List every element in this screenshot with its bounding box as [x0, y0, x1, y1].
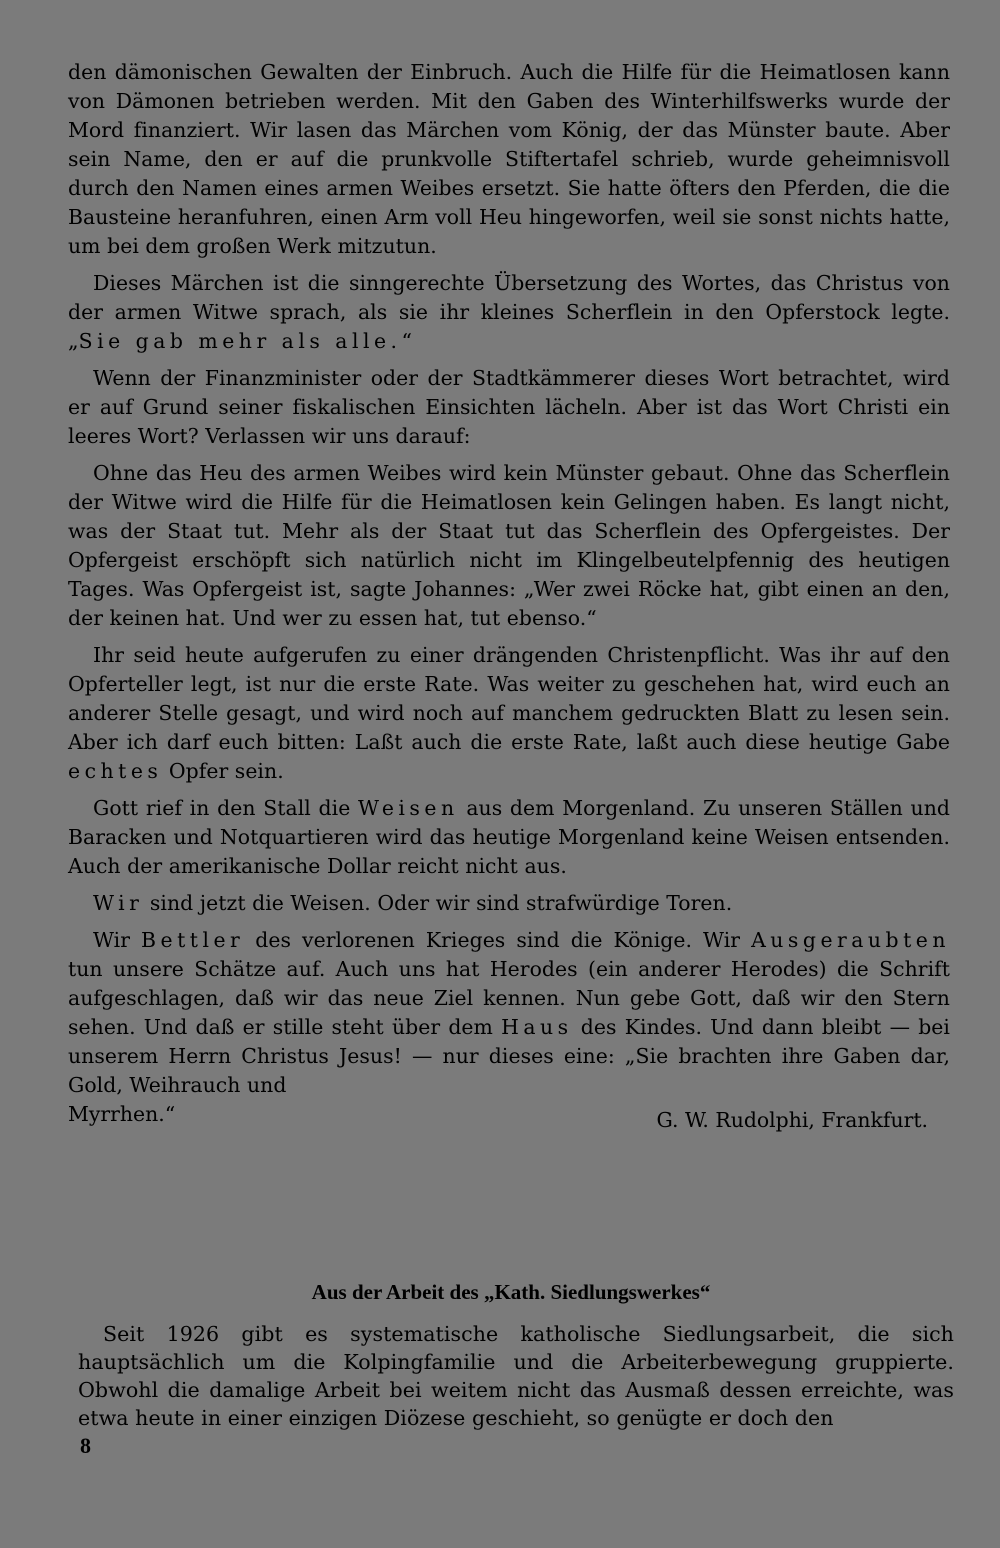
section-paragraph: [78, 1320, 954, 1432]
paragraph-7-text-end: sind jetzt die Weisen. Oder wir sind strafwürdige Toren.: [143, 891, 733, 915]
paragraph-2-closing-quote: “: [401, 329, 413, 353]
paragraph-4: [68, 459, 950, 633]
paragraph-5: [68, 641, 950, 786]
paragraph-8-emphasis-3: Haus: [501, 1015, 573, 1039]
paragraph-5-emphasis: echtes: [68, 759, 163, 783]
paragraph-2: [68, 269, 950, 356]
paragraph-3: [68, 364, 950, 451]
paragraph-8: [68, 926, 950, 1100]
section-heading: Aus der Arbeit des „Kath. Siedlungswerkes“: [311, 1280, 711, 1304]
section-body: [78, 1320, 954, 1440]
paragraph-2-emphasis: Sie gab mehr als alle.: [78, 329, 402, 353]
section-paragraph-text: Seit 1926 gibt es systematische katholische Siedlungsarbeit, die sich hauptsächlich um die Kolpingfamilie und die Arbeiterbewegung gruppierte. Obwohl die damalige Arbeit bei weitem nicht das Ausmaß dessen erreichte, was etwa heute in einer einzigen Diözese geschieht, so genügte er doch den: [78, 1322, 954, 1430]
article-body: [68, 58, 951, 1132]
page-number: 8: [80, 1433, 91, 1458]
paragraph-6-text: Gott rief in den Stall die: [93, 796, 359, 820]
paragraph-1: [68, 58, 950, 261]
paragraph-8-emphasis-2: Ausgeraubten: [751, 928, 951, 952]
paragraph-1-text: den dämonischen Gewalten der Einbruch. Auch die Hilfe für die Heimatlosen kann von Dämonen betrieben werden. Mit den Gaben des Winterhilfswerks wurde der Mord finanziert. Wir lasen das Märchen vom König, der das Münster baute. Aber sein Name, den er auf die prunkvolle Stiftertafel schrieb, wurde geheimnisvoll durch den Namen eines armen Weibes ersetzt. Sie hatte öfters den Pferden, die die Bausteine heranfuhren, einen Arm voll Heu hingeworfen, weil sie sonst nichts hatte, um bei dem großen Werk mitzutun.: [68, 60, 950, 258]
paragraph-6-text-end: aus dem Morgenland. Zu unseren Ställen und Baracken und Notquartieren wird das heutige Morgenland keine Weisen entsenden. Auch der amerikanische Dollar reicht nicht aus.: [68, 796, 950, 878]
paragraph-8-text-4: des Kindes. Und dann bleibt — bei unserem Herrn Christus Jesus! — nur dieses eine: „Sie brachten ihre Gaben dar, Gold, Weihrauch und: [68, 1015, 950, 1097]
paragraph-3-text: Wenn der Finanzminister oder der Stadtkämmerer dieses Wort betrachtet, wird er auf Grund seiner fiskalischen Einsichten lächeln. Aber ist das Wort Christi ein leeres Wort? Verlassen wir uns darauf:: [68, 366, 950, 448]
paragraph-7: [68, 889, 950, 918]
paragraph-5-text-end: Opfer sein.: [162, 759, 284, 783]
paragraph-8-last-line: Myrrhen.“: [68, 1102, 176, 1126]
paragraph-7-emphasis: Wir: [93, 891, 144, 915]
paragraph-4-text: Ohne das Heu des armen Weibes wird kein Münster gebaut. Ohne das Scherflein der Witwe wird die Hilfe für die Heimatlosen kein Gelingen haben. Es langt nicht, was der Staat tut. Mehr als der Staat tut das Scherflein des Opfergeistes. Der Opfergeist erschöpft sich natürlich nicht im Klingelbeutelpfennig des heutigen Tages. Was Opfergeist ist, sagte Johannes: „Wer zwei Röcke hat, gibt einen an den, der keinen hat. Und wer zu essen hat, tut ebenso.“: [68, 461, 950, 630]
paragraph-2-text: Dieses Märchen ist die sinngerechte Übersetzung des Wortes, das Christus von der armen Witwe sprach, als sie ihr kleines Scherflein in den Opferstock legte. „: [68, 271, 950, 353]
paragraph-5-text: Ihr seid heute aufgerufen zu einer drängenden Christenpflicht. Was ihr auf den Opferteller legt, ist nur die erste Rate. Was weiter zu geschehen hat, wird euch an anderer Stelle gesagt, und wird noch auf manchem gedruckten Blatt zu lesen sein. Aber ich darf euch bitten: Laßt auch die erste Rate, laßt auch diese heutige Gabe: [68, 643, 950, 754]
paragraph-6-emphasis: Weisen: [358, 796, 459, 820]
paragraph-8-emphasis-1: Bettler: [141, 928, 245, 952]
paragraph-8-text-2: des verlorenen Krieges sind die Könige. Wir: [244, 928, 752, 952]
closing-line: [68, 1100, 950, 1132]
author-signature: G. W. Rudolphi, Frankfurt.: [656, 1108, 928, 1132]
paragraph-6: [68, 794, 950, 881]
paragraph-8-text: Wir: [93, 928, 142, 952]
paragraph-8-text-3: tun unsere Schätze auf. Auch uns hat Herodes (ein anderer Herodes) die Schrift aufgeschlagen, daß wir das neue Ziel kennen. Nun gebe Gott, daß wir den Stern sehen. Und daß er stille steht über dem: [68, 957, 950, 1039]
